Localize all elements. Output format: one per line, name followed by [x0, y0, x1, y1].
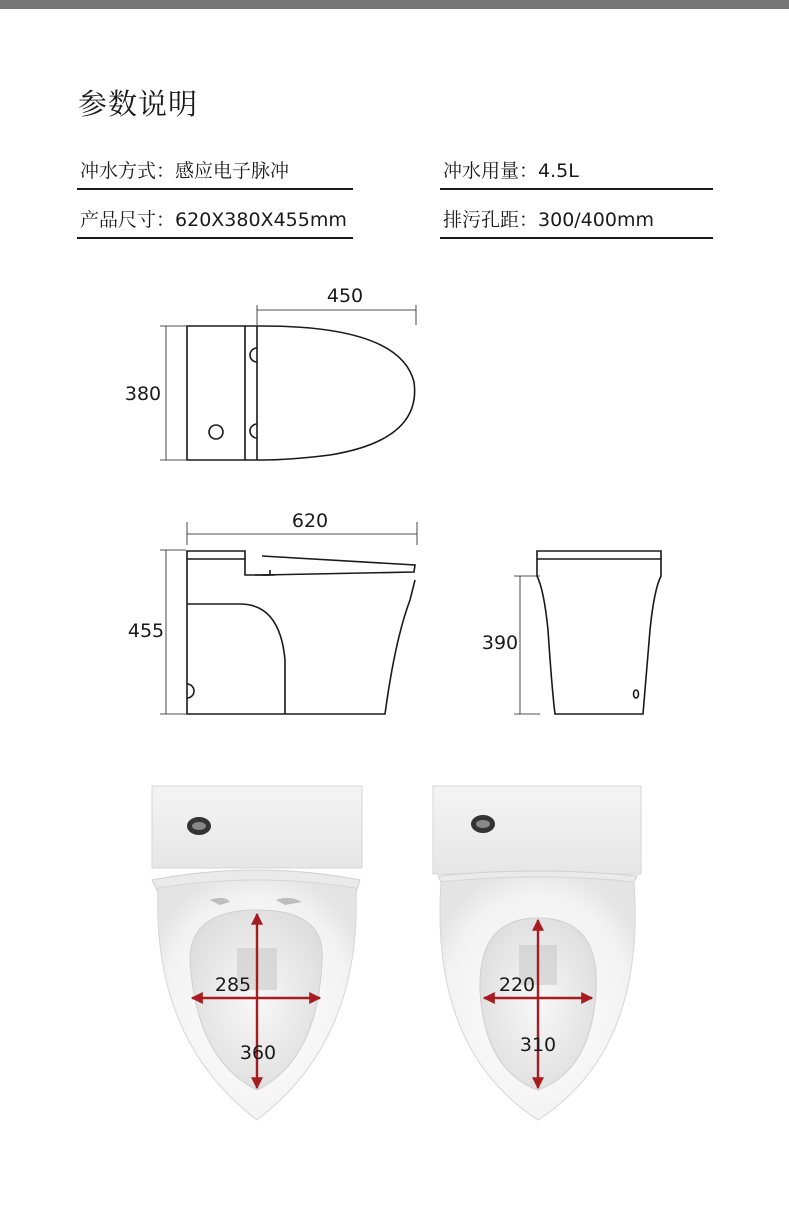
spec-label: 产品尺寸：: [80, 209, 176, 231]
spec-value: 300/400mm: [538, 209, 654, 231]
bowl-right-length-label: 310: [519, 1034, 557, 1056]
front-view: [514, 551, 661, 714]
spec-label: 排污孔距：: [443, 209, 539, 231]
bowl-right-width-label: 220: [498, 974, 536, 996]
bowl-left-width-label: 285: [214, 974, 252, 996]
bowl-left-length-label: 360: [239, 1042, 277, 1064]
top-width-label: 380: [124, 383, 162, 405]
front-height-label: 390: [481, 632, 519, 654]
spec-value: 感应电子脉冲: [175, 160, 290, 182]
spec-value: 620X380X455mm: [175, 209, 347, 231]
spec-value: 4.5L: [538, 160, 579, 182]
spec-label: 冲水方式：: [80, 160, 176, 182]
top-view: [160, 305, 416, 460]
top-length-label: 450: [326, 285, 364, 307]
side-length-label: 620: [291, 510, 329, 532]
spec-label: 冲水用量：: [443, 160, 539, 182]
page-title: 参数说明: [78, 87, 199, 121]
side-height-label: 455: [127, 620, 165, 642]
side-view: [160, 522, 417, 714]
